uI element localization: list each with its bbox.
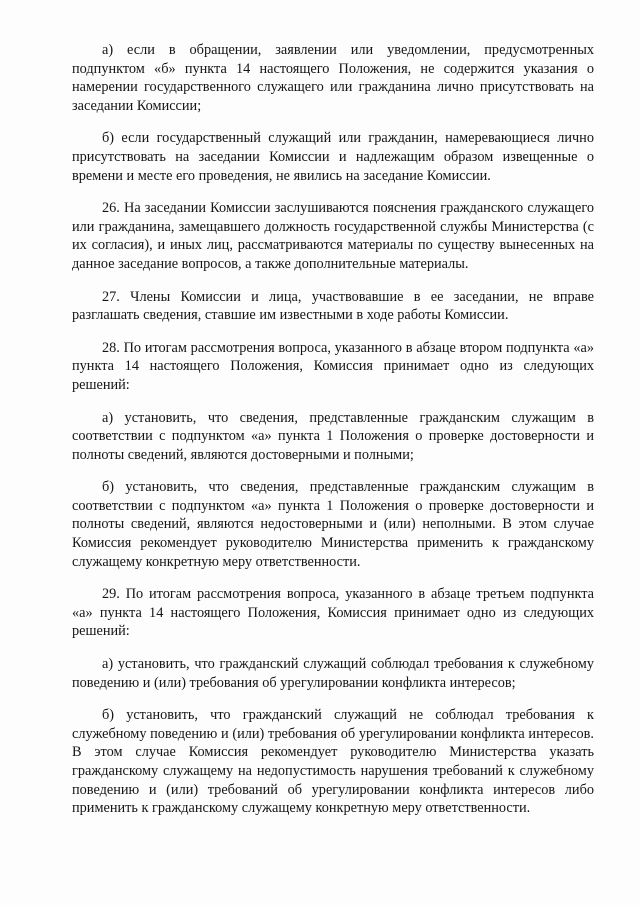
paragraph-25b: б) если государственный служащий или гражданин, намеревающиеся лично присутствовать на заседании Комиссии и надлежащим образом извещенные о времени и месте его проведения, не явились на заседание Комиссии. (72, 130, 594, 184)
paragraph-26: 26. На заседании Комиссии заслушиваются пояснения гражданского служащего или гражданина, замещавшего должность государственной службы Министерства (с их согласия), и иных лиц, рассматриваются материалы по существу вынесенных на данное заседание вопросов, а также дополнительные материалы. (72, 200, 594, 272)
paragraph-29: 29. По итогам рассмотрения вопроса, указанного в абзаце третьем подпункта «а» пункта 14 настоящего Положения, Комиссия принимает одно из следующих решений: (72, 586, 594, 640)
paragraph-28a: а) установить, что сведения, представленные гражданским служащим в соответствии с подпунктом «а» пункта 1 Положения о проверке достоверности и полноты сведений, являются достоверными и полными; (72, 409, 594, 463)
paragraph-28b: б) установить, что сведения, представленные гражданским служащим в соответствии с подпунктом «а» пункта 1 Положения о проверке достоверности и полноты сведений, являются недостоверными и (или) неполными. В этом случае Комиссия рекомендует руководителю Министерства применить к гражданскому служащему конкретную меру ответственности. (72, 479, 594, 570)
paragraph-25a: а) если в обращении, заявлении или уведомлении, предусмотренных подпунктом «б» пункта 14 настоящего Положения, не содержится указания о намерении государственного служащего или гражданина лично присутствовать на заседании Комиссии; (72, 42, 594, 114)
paragraph-28: 28. По итогам рассмотрения вопроса, указанного в абзаце втором подпункта «а» пункта 14 настоящего Положения, Комиссия принимает одно из следующих решений: (72, 339, 594, 393)
paragraph-29a: а) установить, что гражданский служащий соблюдал требования к служебному поведению и (или) требования об урегулировании конфликта интересов; (72, 656, 594, 691)
paragraph-27: 27. Члены Комиссии и лица, участвовавшие в ее заседании, не вправе разглашать сведения, ставшие им известными в ходе работы Комиссии. (72, 288, 594, 324)
paragraph-29b: б) установить, что гражданский служащий не соблюдал требования к служебному поведению и (или) требования об урегулировании конфликта интересов. В этом случае Комиссия рекомендует руководителю Министерства указать гражданскому служащему на недопустимость нарушения требований к служебному поведению и (или) требований об урегулировании конфликта интересов либо применить к гражданскому служащему конкретную меру ответственности. (72, 707, 594, 817)
